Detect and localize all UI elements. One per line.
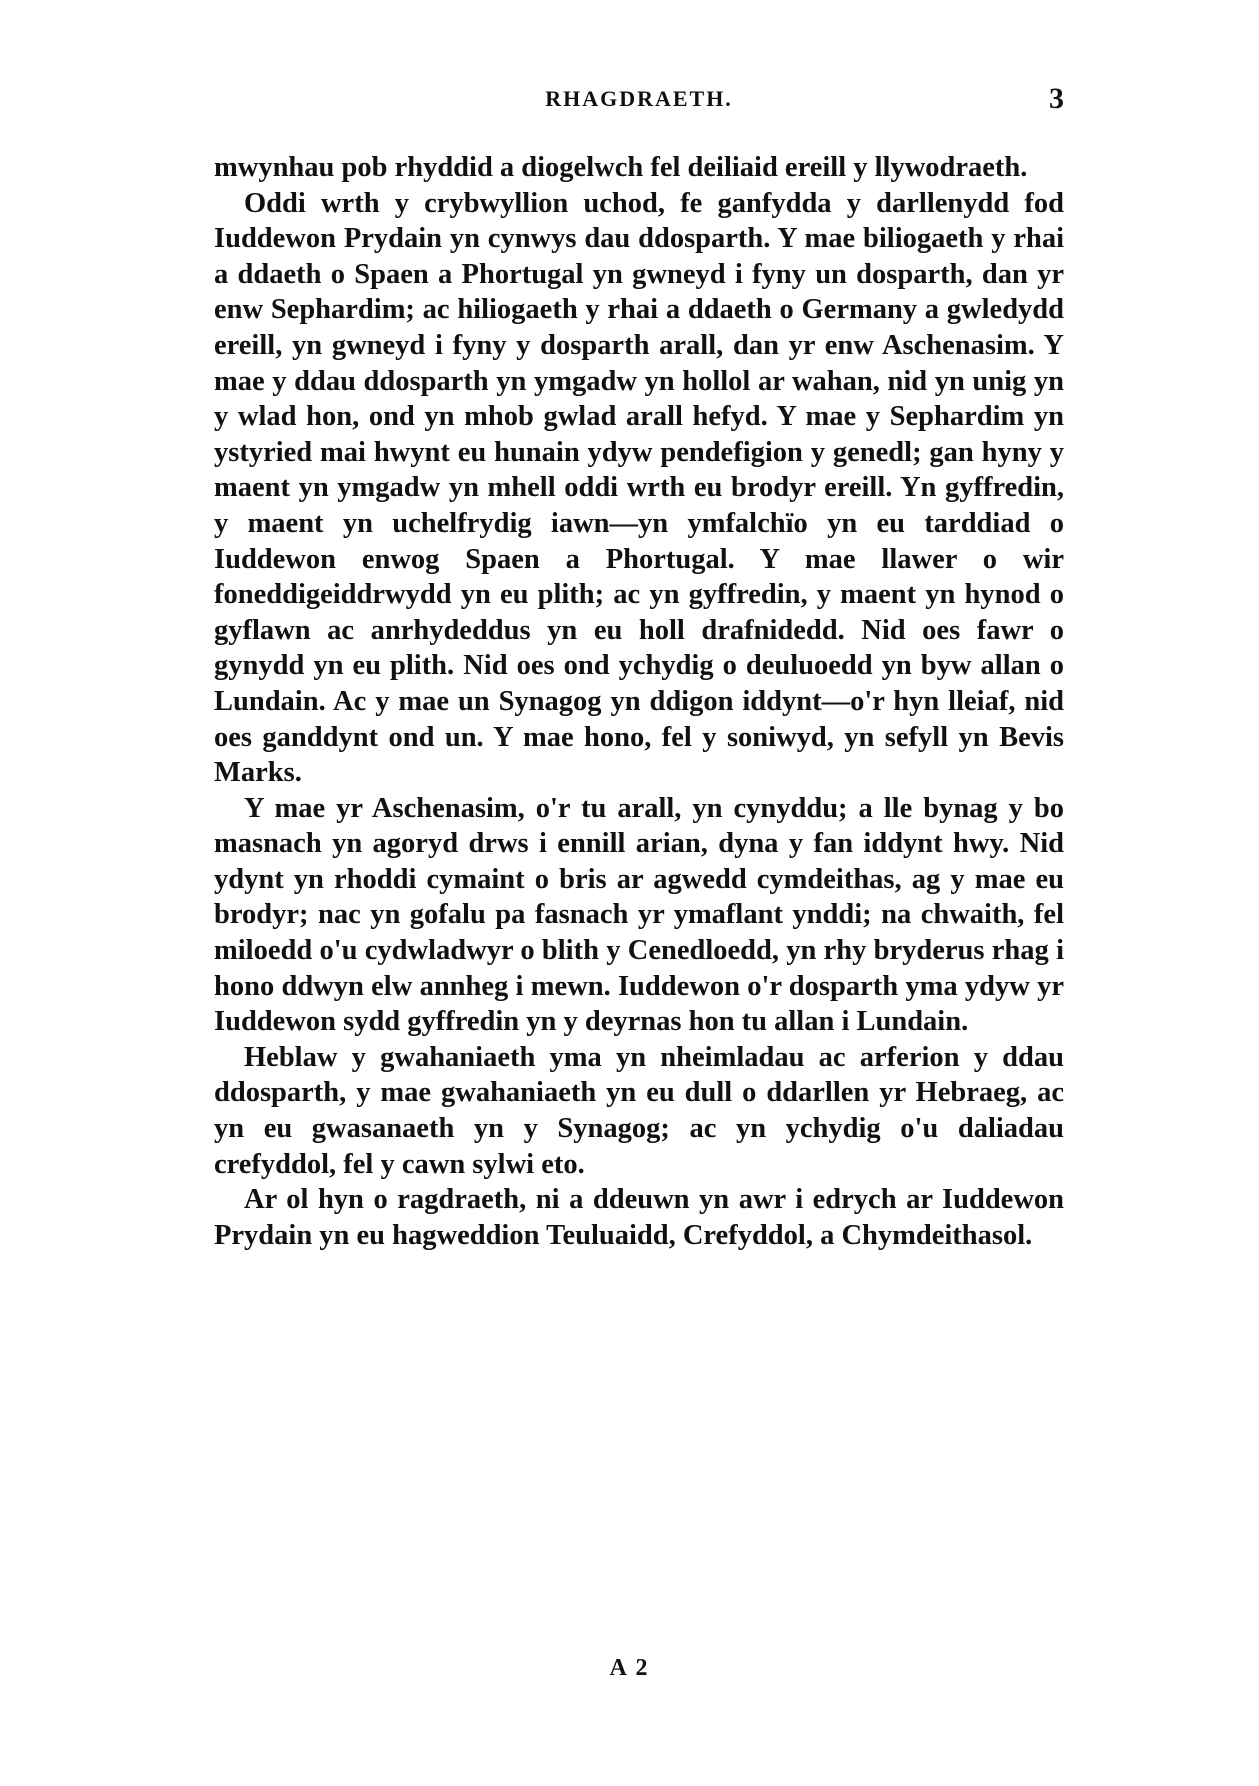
paragraph-differences: Heblaw y gwahaniaeth yma yn nheimladau ac arferion y ddau ddosparth, y mae gwahaniaeth yn eu dull o ddarllen yr Hebraeg, ac yn eu gwasanaeth yn y Synagog; ac yn ychydig o'u daliadau crefyddol, fel y cawn sylwi eto.	[214, 1041, 1064, 1180]
signature-mark: A 2	[609, 1655, 650, 1681]
body-text	[214, 150, 1064, 1253]
page-number: 3	[1049, 82, 1064, 115]
running-title: RHAGDRAETH.	[545, 86, 733, 111]
paragraph-aschenasim: Y mae yr Aschenasim, o'r tu arall, yn cynyddu; a lle bynag y bo masnach yn agoryd drws i ennill arian, dyna y fan iddynt hwy. Nid ydynt yn rhoddi cymaint o bris ar agwedd cymdeithas, ag y mae eu brodyr; nac yn gofalu pa fasnach yr ymaflant ynddi; na chwaith, fel miloedd o'u cydwladwyr o blith y Cenedloedd, yn rhy bryderus rhag i hono ddwyn elw annheg i mewn. Iuddewon o'r dosparth yma ydyw yr Iuddewon sydd gyffredin yn y deyrnas hon tu allan i Lundain.	[214, 792, 1064, 1038]
paragraph-continued: mwynhau pob rhyddid a diogelwch fel deiliaid ereill y llywodraeth.	[214, 152, 1028, 183]
paragraph-conclusion: Ar ol hyn o ragdraeth, ni a ddeuwn yn awr i edrych ar Iuddewon Prydain yn eu hagweddion Teuluaidd, Crefyddol, a Chymdeithasol.	[214, 1184, 1064, 1251]
paragraph-two-classes: Oddi wrth y crybwyllion uchod, fe ganfydda y darllenydd fod Iuddewon Prydain yn cynwys dau ddosparth. Y mae biliogaeth y rhai a ddaeth o Spaen a Phortugal yn gwneyd i fyny un dosparth, dan yr enw Sephardim; ac hiliogaeth y rhai a ddaeth o Germany a gwledydd ereill, yn gwneyd i fyny y dosparth arall, dan yr enw Aschenasim. Y mae y ddau ddosparth yn ymgadw yn hollol ar wahan, nid yn unig yn y wlad hon, ond yn mhob gwlad arall hefyd. Y mae y Sephardim yn ystyried mai hwynt eu hunain ydyw pendefigion y genedl; gan hyny y maent yn ymgadw yn mhell oddi wrth eu brodyr ereill. Yn gyffredin, y maent yn uchelfrydig iawn—yn ymfalchïo yn eu tarddiad o Iuddewon enwog Spaen a Phortugal. Y mae llawer o wir foneddigeiddrwydd yn eu plith; ac yn gyffredin, y maent yn hynod o gyflawn ac anrhydeddus yn eu holl drafnidedd. Nid oes fawr o gynydd yn eu plith. Nid oes ond ychydig o deuluoedd yn byw allan o Lundain. Ac y mae un Synagog yn ddigon iddynt—o'r hyn lleiaf, nid oes ganddynt ond un. Y mae hono, fel y soniwyd, yn sefyll yn Bevis Marks.	[214, 187, 1064, 789]
running-head	[214, 82, 1064, 116]
